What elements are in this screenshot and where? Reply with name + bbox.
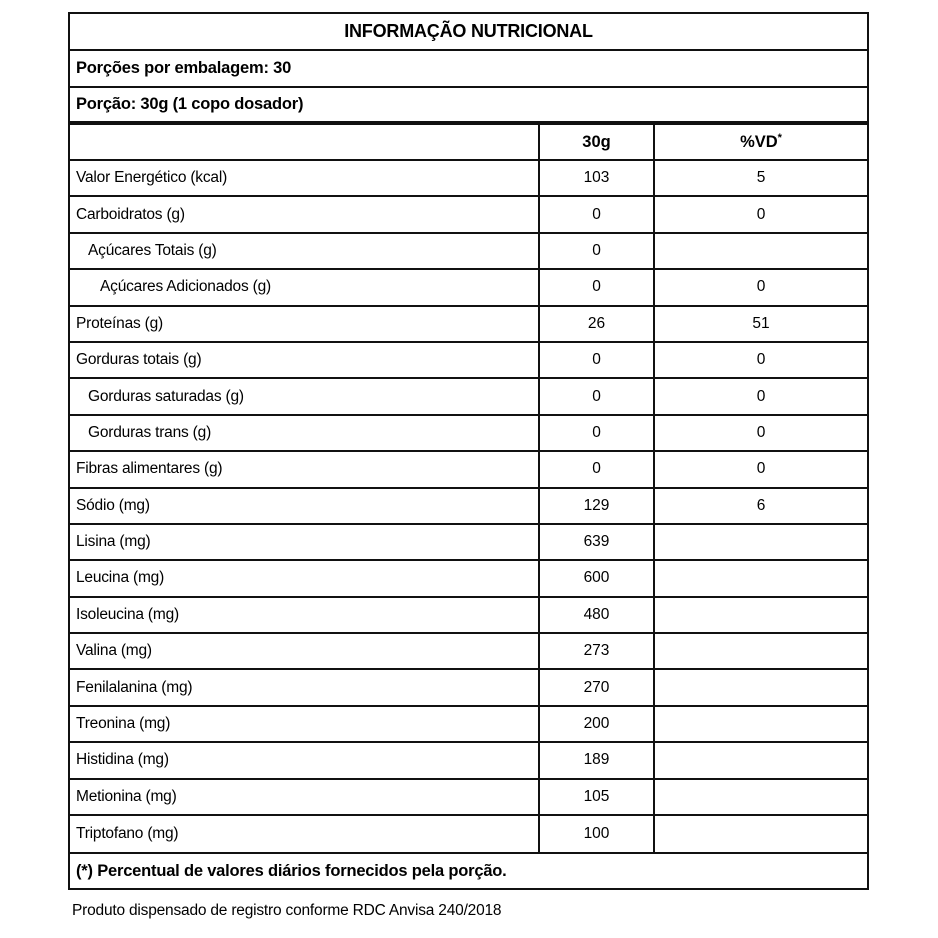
regulatory-disclaimer (72, 902, 501, 920)
nutrient-dv (655, 780, 867, 814)
regulatory-disclaimer-text: Produto dispensado de registro conforme RDC Anvisa 240/2018 (72, 902, 502, 919)
nutrient-dv: 0 (756, 460, 766, 478)
nutrient-amount: 480 (538, 598, 655, 632)
nutrient-label: Sódio (mg) (76, 496, 150, 514)
nutrient-dv: 0 (756, 351, 766, 369)
table-title-text: INFORMAÇÃO NUTRICIONAL (344, 21, 593, 41)
table-row (70, 343, 867, 379)
table-row (70, 707, 867, 743)
table-row (70, 416, 867, 452)
portion-size-row (70, 88, 867, 125)
nutrient-label: Açúcares Adicionados (g) (100, 278, 271, 296)
nutrient-label: Gorduras saturadas (g) (88, 387, 244, 405)
table-row (70, 525, 867, 561)
nutrient-dv (655, 634, 867, 668)
nutrient-label: Gorduras trans (g) (88, 423, 212, 441)
column-header-amount-text: 30g (582, 132, 611, 151)
nutrient-amount: 0 (538, 343, 655, 377)
column-header-dv (655, 125, 867, 159)
table-row (70, 634, 867, 670)
nutrient-amount: 639 (538, 525, 655, 559)
column-header-dv-text: %VD (740, 132, 778, 151)
nutrient-label: Treonina (mg) (76, 715, 171, 733)
nutrient-label: Carboidratos (g) (76, 205, 185, 223)
nutrient-label: Lisina (mg) (76, 533, 151, 551)
column-header-amount (538, 125, 655, 159)
nutrient-dv: 0 (756, 387, 766, 405)
nutrient-dv (655, 707, 867, 741)
nutrient-label: Proteínas (g) (76, 314, 163, 332)
nutrient-amount: 105 (538, 780, 655, 814)
table-row (70, 270, 867, 306)
nutrient-dv: 0 (756, 278, 766, 296)
table-row (70, 816, 867, 852)
nutrient-label: Açúcares Totais (g) (88, 241, 217, 259)
table-row (70, 234, 867, 270)
nutrient-amount: 0 (538, 234, 655, 268)
nutrient-dv (655, 743, 867, 777)
footnote-text: (*) Percentual de valores diários fornecidos pela porção. (76, 861, 507, 880)
dv-footnote-mark: * (777, 131, 782, 144)
nutrient-amount: 0 (538, 379, 655, 413)
nutrient-label: Fibras alimentares (g) (76, 460, 223, 478)
nutrient-amount: 100 (538, 816, 655, 852)
nutrient-label: Gorduras totais (g) (76, 351, 202, 369)
nutrient-dv: 5 (756, 169, 766, 187)
servings-per-package-row (70, 51, 867, 88)
column-header-row (70, 125, 867, 161)
table-row (70, 743, 867, 779)
nutrition-rows (70, 161, 867, 852)
nutrient-amount: 600 (538, 561, 655, 595)
nutrient-amount: 0 (538, 452, 655, 486)
nutrient-label: Triptofano (mg) (76, 825, 179, 843)
nutrient-amount: 200 (538, 707, 655, 741)
nutrient-label: Metionina (mg) (76, 787, 177, 805)
nutrient-dv (655, 561, 867, 595)
nutrient-dv: 6 (756, 496, 766, 514)
table-row (70, 598, 867, 634)
nutrient-dv: 0 (756, 205, 766, 223)
nutrient-label: Isoleucina (mg) (76, 605, 179, 623)
nutrient-label: Valina (mg) (76, 642, 152, 660)
nutrient-dv (655, 670, 867, 704)
nutrient-label: Valor Energético (kcal) (76, 169, 228, 187)
footnote-row (70, 852, 867, 888)
nutrient-dv (655, 816, 867, 852)
nutrient-label: Leucina (mg) (76, 569, 165, 587)
table-row (70, 452, 867, 488)
table-row (70, 161, 867, 197)
nutrient-amount: 26 (538, 307, 655, 341)
table-title (70, 14, 867, 51)
table-row (70, 561, 867, 597)
nutrient-dv: 0 (756, 423, 766, 441)
nutrient-amount: 103 (538, 161, 655, 195)
nutrient-amount: 189 (538, 743, 655, 777)
nutrient-amount: 0 (538, 416, 655, 450)
nutrient-dv (655, 234, 867, 268)
nutrient-dv: 51 (752, 314, 770, 332)
nutrient-amount: 129 (538, 489, 655, 523)
table-row (70, 197, 867, 233)
nutrient-amount: 0 (538, 270, 655, 304)
nutrient-amount: 270 (538, 670, 655, 704)
servings-per-package-text: Porções por embalagem: 30 (76, 59, 292, 77)
nutrient-dv (655, 525, 867, 559)
table-row (70, 307, 867, 343)
nutrition-facts-table (68, 12, 869, 890)
nutrient-label: Fenilalanina (mg) (76, 678, 193, 696)
nutrient-dv (655, 598, 867, 632)
table-row (70, 489, 867, 525)
nutrient-label: Histidina (mg) (76, 751, 169, 769)
portion-size-text: Porção: 30g (1 copo dosador) (76, 95, 304, 113)
table-row (70, 670, 867, 706)
table-row (70, 780, 867, 816)
nutrient-amount: 0 (538, 197, 655, 231)
table-row (70, 379, 867, 415)
nutrient-amount: 273 (538, 634, 655, 668)
